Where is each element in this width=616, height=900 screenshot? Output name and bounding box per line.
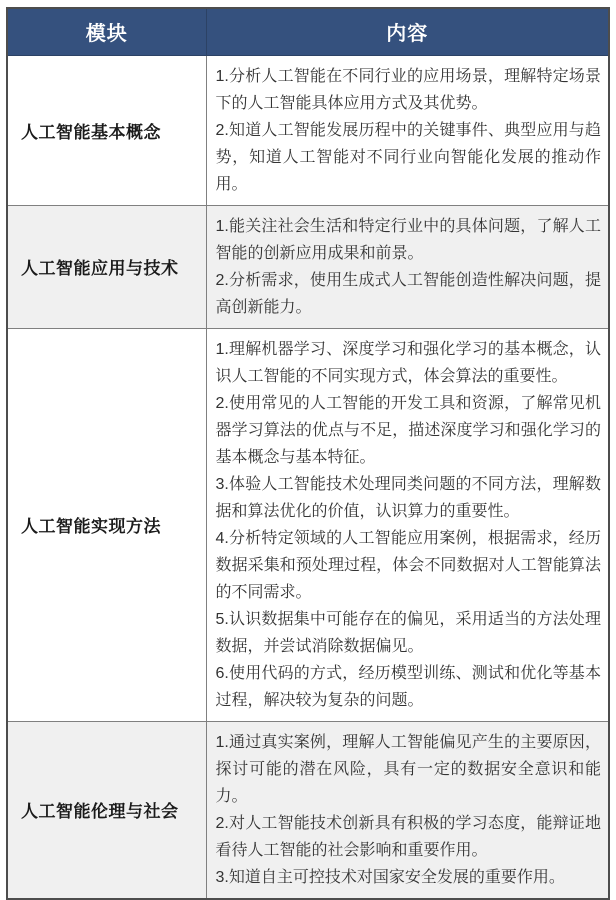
content-item: 2.知道人工智能发展历程中的关键事件、典型应用与趋势，知道人工智能对不同行业向智能化发展的推动作用。	[215, 121, 601, 193]
content-cell	[206, 721, 609, 899]
content-item: 5.认识数据集中可能存在的偏见，采用适当的方法处理数据，并尝试消除数据偏见。	[215, 610, 601, 655]
content-item: 2.分析需求，使用生成式人工智能创造性解决问题，提高创新能力。	[215, 271, 601, 316]
curriculum-table	[6, 7, 610, 900]
content-item: 1.通过真实案例，理解人工智能偏见产生的主要原因，探讨可能的潜在风险，具有一定的数据安全意识和能力。	[215, 733, 601, 805]
content-item: 2.使用常见的人工智能的开发工具和资源，了解常见机器学习算法的优点与不足，描述深度学习和强化学习的基本概念与基本特征。	[215, 394, 601, 466]
module-cell: 人工智能应用与技术	[7, 205, 206, 328]
table-row	[7, 721, 609, 899]
content-cell	[206, 328, 609, 721]
content-item: 2.对人工智能技术创新具有积极的学习态度，能辩证地看待人工智能的社会影响和重要作用。	[215, 814, 601, 859]
header-row	[7, 8, 609, 55]
content-item: 6.使用代码的方式，经历模型训练、测试和优化等基本过程，解决较为复杂的问题。	[215, 664, 601, 709]
content-cell	[206, 55, 609, 205]
module-cell: 人工智能实现方法	[7, 328, 206, 721]
content-item: 1.能关注社会生活和特定行业中的具体问题，了解人工智能的创新应用成果和前景。	[215, 217, 601, 262]
table-row	[7, 328, 609, 721]
content-cell	[206, 205, 609, 328]
table-header	[7, 8, 609, 55]
content-item: 4.分析特定领域的人工智能应用案例，根据需求，经历数据采集和预处理过程，体会不同数据对人工智能算法的不同需求。	[215, 529, 601, 601]
table-row	[7, 55, 609, 205]
module-cell: 人工智能基本概念	[7, 55, 206, 205]
column-header-module: 模块	[7, 8, 206, 55]
content-item: 1.分析人工智能在不同行业的应用场景，理解特定场景下的人工智能具体应用方式及其优势。	[215, 67, 601, 112]
module-cell: 人工智能伦理与社会	[7, 721, 206, 899]
table-row	[7, 205, 609, 328]
content-item: 3.体验人工智能技术处理同类问题的不同方法，理解数据和算法优化的价值，认识算力的重要性。	[215, 475, 601, 520]
content-item: 1.理解机器学习、深度学习和强化学习的基本概念，认识人工智能的不同实现方式，体会算法的重要性。	[215, 340, 601, 385]
content-item: 3.知道自主可控技术对国家安全发展的重要作用。	[215, 868, 565, 886]
column-header-content: 内容	[206, 8, 609, 55]
